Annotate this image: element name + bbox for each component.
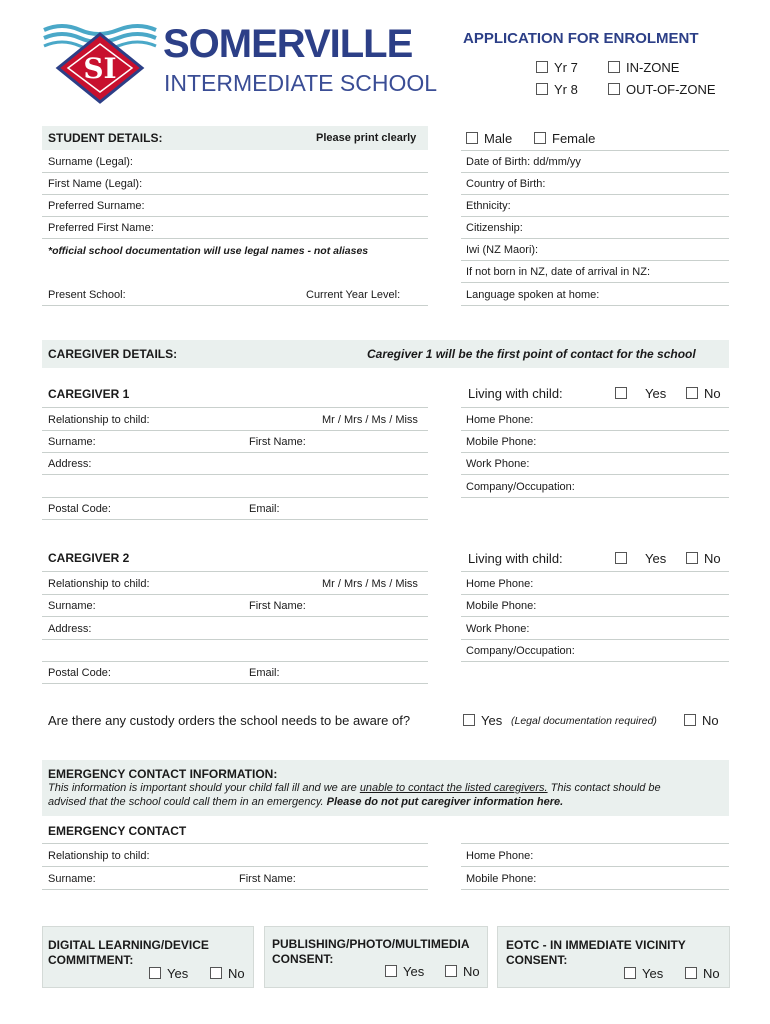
caregiver-details-heading: CAREGIVER DETAILS: xyxy=(48,347,178,361)
emergency-info-text: This information is important should your child fall ill and we are unable to contact the listed caregivers. This contact should be advised that the school could call them in an emergency. Please do not put caregiver information here. xyxy=(48,782,661,808)
caregiver-2-postal-code-field[interactable]: Postal Code: xyxy=(48,667,111,679)
caregiver-1-title-options[interactable]: Mr / Mrs / Ms / Miss xyxy=(322,414,418,426)
print-clearly-note: Please print clearly xyxy=(316,132,417,144)
caregiver-2-heading: CAREGIVER 2 xyxy=(48,551,130,565)
publishing-yes-checkbox[interactable]: Yes xyxy=(385,964,424,979)
emergency-relationship-field[interactable]: Relationship to child: xyxy=(48,850,150,862)
caregiver-2-company-field[interactable]: Company/Occupation: xyxy=(466,645,575,657)
publishing-title: PUBLISHING/PHOTO/MULTIMEDIA CONSENT: xyxy=(272,937,470,966)
custody-no-checkbox[interactable]: No xyxy=(684,713,719,728)
caregiver-2-address-field[interactable]: Address: xyxy=(48,623,92,635)
preferred-surname-field[interactable]: Preferred Surname: xyxy=(48,200,145,212)
school-logo xyxy=(42,20,160,104)
male-checkbox[interactable]: Male xyxy=(466,131,512,146)
eotc-no-checkbox[interactable]: No xyxy=(685,966,720,981)
caregiver-2-title-options[interactable]: Mr / Mrs / Ms / Miss xyxy=(322,578,418,590)
female-checkbox[interactable]: Female xyxy=(534,131,595,146)
surname-legal-field[interactable]: Surname (Legal): xyxy=(48,156,133,168)
out-of-zone-checkbox[interactable]: OUT-OF-ZONE xyxy=(608,82,716,97)
caregiver-1-surname-field[interactable]: Surname: xyxy=(48,436,96,448)
caregiver-2-living-yes[interactable]: Yes xyxy=(615,551,666,566)
caregiver-1-living-no[interactable]: No xyxy=(686,386,721,401)
digital-learning-title: DIGITAL LEARNING/DEVICE COMMITMENT: xyxy=(48,938,209,967)
official-names-note: *official school documentation will use legal names - not aliases xyxy=(48,245,369,257)
student-details-heading: STUDENT DETAILS: xyxy=(48,131,163,145)
caregiver-2-work-phone-field[interactable]: Work Phone: xyxy=(466,623,530,635)
caregiver-1-home-phone-field[interactable]: Home Phone: xyxy=(466,414,534,426)
custody-legal-note: (Legal documentation required) xyxy=(511,715,657,727)
current-year-level-field[interactable]: Current Year Level: xyxy=(306,289,401,301)
yr8-checkbox[interactable]: Yr 8 xyxy=(536,82,578,97)
caregiver-1-work-phone-field[interactable]: Work Phone: xyxy=(466,458,530,470)
iwi-field[interactable]: Iwi (NZ Maori): xyxy=(466,244,539,256)
caregiver-1-company-field[interactable]: Company/Occupation: xyxy=(466,481,575,493)
caregiver-1-mobile-phone-field[interactable]: Mobile Phone: xyxy=(466,436,537,448)
emergency-home-phone-field[interactable]: Home Phone: xyxy=(466,850,534,862)
emergency-surname-field[interactable]: Surname: xyxy=(48,873,96,885)
caregiver-1-living-label: Living with child: xyxy=(468,386,563,401)
yr7-checkbox[interactable]: Yr 7 xyxy=(536,60,578,75)
preferred-first-name-field[interactable]: Preferred First Name: xyxy=(48,222,154,234)
caregiver-1-postal-code-field[interactable]: Postal Code: xyxy=(48,503,111,515)
caregiver-1-heading: CAREGIVER 1 xyxy=(48,387,130,401)
emergency-mobile-phone-field[interactable]: Mobile Phone: xyxy=(466,873,537,885)
caregiver-2-first-name-field[interactable]: First Name: xyxy=(249,600,306,612)
date-of-birth-field[interactable]: Date of Birth: dd/mm/yy xyxy=(466,156,581,168)
emergency-first-name-field[interactable]: First Name: xyxy=(239,873,296,885)
caregiver-2-relationship-field[interactable]: Relationship to child: xyxy=(48,578,150,590)
custody-yes-checkbox[interactable]: Yes xyxy=(463,713,502,728)
caregiver-1-living-yes[interactable]: Yes xyxy=(615,386,666,401)
eotc-title: EOTC - IN IMMEDIATE VICINITY CONSENT: xyxy=(506,938,686,967)
country-of-birth-field[interactable]: Country of Birth: xyxy=(466,178,546,190)
caregiver-2-email-field[interactable]: Email: xyxy=(249,667,280,679)
caregiver-2-mobile-phone-field[interactable]: Mobile Phone: xyxy=(466,600,537,612)
caregiver-contact-note: Caregiver 1 will be the first point of contact for the school xyxy=(367,347,696,361)
caregiver-1-email-field[interactable]: Email: xyxy=(249,503,280,515)
arrival-date-field[interactable]: If not born in NZ, date of arrival in NZ: xyxy=(466,266,651,278)
caregiver-1-address-field[interactable]: Address: xyxy=(48,458,92,470)
eotc-yes-checkbox[interactable]: Yes xyxy=(624,966,663,981)
language-at-home-field[interactable]: Language spoken at home: xyxy=(466,289,600,301)
caregiver-1-first-name-field[interactable]: First Name: xyxy=(249,436,306,448)
form-title: APPLICATION FOR ENROLMENT xyxy=(463,30,699,47)
digital-no-checkbox[interactable]: No xyxy=(210,966,245,981)
emergency-info-heading: EMERGENCY CONTACT INFORMATION: xyxy=(48,767,278,781)
school-subtitle: INTERMEDIATE SCHOOL xyxy=(164,70,438,96)
citizenship-field[interactable]: Citizenship: xyxy=(466,222,523,234)
in-zone-checkbox[interactable]: IN-ZONE xyxy=(608,60,679,75)
svg-text:SI: SI xyxy=(83,52,117,85)
caregiver-2-surname-field[interactable]: Surname: xyxy=(48,600,96,612)
ethnicity-field[interactable]: Ethnicity: xyxy=(466,200,511,212)
first-name-legal-field[interactable]: First Name (Legal): xyxy=(48,178,143,190)
custody-question: Are there any custody orders the school needs to be aware of? xyxy=(48,713,411,728)
caregiver-2-living-no[interactable]: No xyxy=(686,551,721,566)
present-school-field[interactable]: Present School: xyxy=(48,289,126,301)
caregiver-2-living-label: Living with child: xyxy=(468,551,563,566)
school-name: SOMERVILLE xyxy=(163,22,413,66)
caregiver-2-home-phone-field[interactable]: Home Phone: xyxy=(466,578,534,590)
logo-emblem-icon xyxy=(42,20,160,104)
emergency-contact-heading: EMERGENCY CONTACT xyxy=(48,824,187,838)
digital-yes-checkbox[interactable]: Yes xyxy=(149,966,188,981)
caregiver-1-relationship-field[interactable]: Relationship to child: xyxy=(48,414,150,426)
publishing-no-checkbox[interactable]: No xyxy=(445,964,480,979)
